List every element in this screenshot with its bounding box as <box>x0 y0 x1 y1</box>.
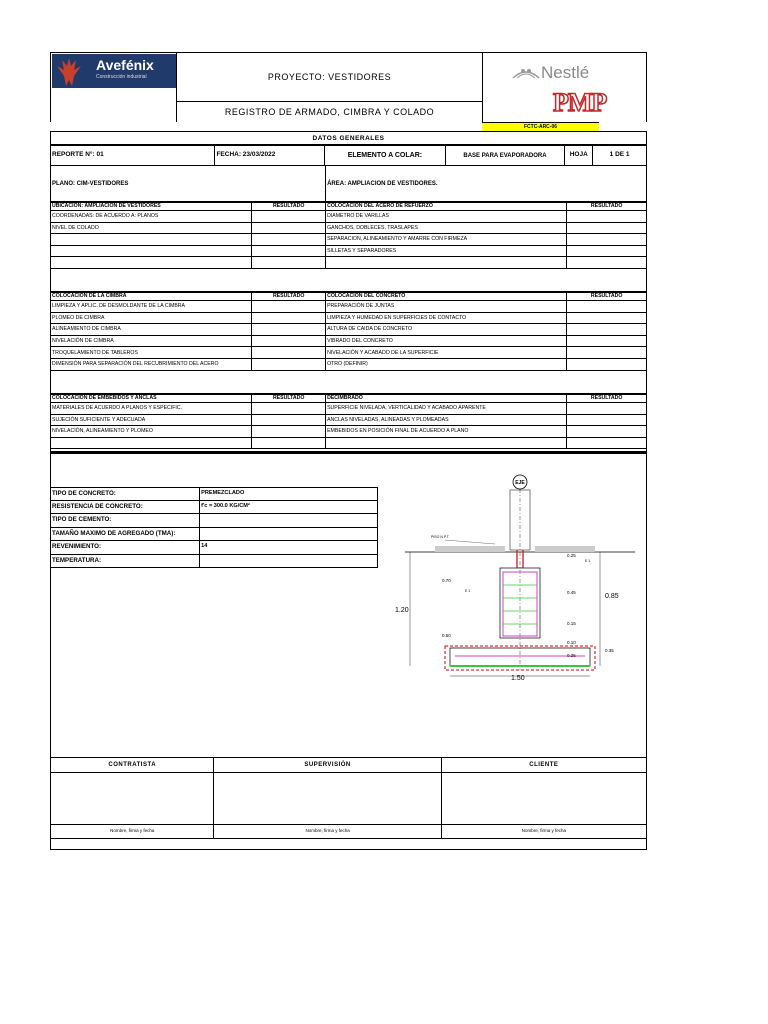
left-section-title: COLOCACIÓN DE EMBEBIDOS Y ANCLAS <box>51 395 252 402</box>
concrete-label: TIPO DE CEMENTO: <box>51 514 200 527</box>
nestle-nest-icon <box>511 62 541 84</box>
signature-hints <box>50 825 647 839</box>
concrete-row <box>50 528 378 542</box>
dim-050: 0.50 <box>442 633 451 638</box>
left-item-label: DIMENSIÓN PARA SEPARACIÓN DEL RECUBRIMIENTO DEL ACERO <box>51 359 252 371</box>
left-item-label: MATERIALES DE ACUERDO A PLANOS Y ESPECIFIC. <box>51 403 252 415</box>
hoja-value: 1 DE 1 <box>609 151 630 159</box>
right-item-label: PREPARACIÓN DE JUNTAS <box>326 301 567 313</box>
right-result-cell[interactable] <box>567 438 646 450</box>
right-item-label: VIBRADO DEL CONCRETO <box>326 336 567 348</box>
left-result-heading: RESULTADO <box>252 293 326 300</box>
left-result-cell[interactable] <box>252 336 326 348</box>
dim-010: 0.10 <box>567 640 576 645</box>
right-result-cell[interactable] <box>567 415 646 427</box>
left-item-label <box>51 246 252 258</box>
project-title: PROYECTO: VESTIDORES <box>177 52 482 102</box>
contratista-sign-hint: Nombre, firma y fecha <box>51 825 214 838</box>
concrete-row <box>50 555 378 569</box>
concrete-label: RESISTENCIA DE CONCRETO: <box>51 501 200 514</box>
footing-drawing <box>395 470 645 685</box>
phoenix-icon <box>54 54 84 88</box>
left-item-label: TROQUELAMIENTO DE TABLEROS <box>51 347 252 359</box>
checklist-row <box>50 223 647 235</box>
right-result-heading: RESULTADO <box>590 293 623 299</box>
right-item-label: GANCHOS, DOBLECES, TRASLAPES <box>326 223 567 235</box>
concrete-label: REVENIMIENTO: <box>51 541 200 554</box>
reporte-number: REPORTE N°: 01 <box>51 146 215 165</box>
right-item-label: LIMPIEZA Y HUMEDAD EN SUPERFICIES DE CONTACTO <box>326 313 567 325</box>
left-item-label: PLOMEO DE CIMBRA <box>51 313 252 325</box>
right-section-title: DECIMBRADO <box>326 395 567 402</box>
left-result-cell[interactable] <box>252 313 326 325</box>
checklist-row <box>50 415 647 427</box>
e1-label-top: E 1 <box>585 559 591 563</box>
left-item-label <box>51 234 252 246</box>
left-result-cell[interactable] <box>252 211 326 223</box>
right-result-heading: RESULTADO <box>590 395 623 401</box>
left-item-label: NIVELACIÓN DE CIMBRA <box>51 336 252 348</box>
left-result-cell[interactable] <box>252 415 326 427</box>
right-result-cell[interactable] <box>567 313 646 325</box>
left-result-heading: RESULTADO <box>252 203 326 210</box>
right-result-cell[interactable] <box>567 211 646 223</box>
left-result-cell[interactable] <box>252 347 326 359</box>
right-result-cell[interactable] <box>567 223 646 235</box>
company-name: Avefénix <box>96 57 154 73</box>
left-result-cell[interactable] <box>252 301 326 313</box>
npt-leader <box>445 540 495 544</box>
right-section-title: COLOCACIÓN DEL CONCRETO <box>326 293 567 300</box>
company-logo-cell <box>50 52 177 122</box>
nestle-logo: Nestlé <box>541 63 590 82</box>
plano-field: PLANO: CIM-VESTIDORES <box>51 166 326 201</box>
contratista-heading: CONTRATISTA <box>51 758 214 772</box>
right-item-label: EMBEBIDOS EN POSICIÓN FINAL DE ACUERDO A PLANO <box>326 426 567 438</box>
section-datos-generales: DATOS GENERALES <box>50 131 647 146</box>
client-logo-cell <box>482 52 647 122</box>
checklist-row <box>50 438 647 450</box>
form-code: FCTC-ARC-06 <box>482 122 599 131</box>
left-result-cell[interactable] <box>252 359 326 371</box>
checklist-row <box>50 336 647 348</box>
concrete-row <box>50 514 378 528</box>
checklist-spacer-row <box>50 371 647 394</box>
concrete-value[interactable] <box>200 528 377 541</box>
right-item-label <box>326 438 567 450</box>
checklist-row <box>50 257 647 269</box>
cliente-sign-hint: Nombre, firma y fecha <box>521 828 566 834</box>
right-item-label <box>326 257 567 269</box>
concrete-value[interactable]: f'c = 300.0 KG/CM² <box>201 502 250 509</box>
concrete-label: TAMAÑO MAXIMO DE AGREGADO (TMA): <box>51 528 200 541</box>
left-result-cell[interactable] <box>252 403 326 415</box>
left-result-cell[interactable] <box>252 426 326 438</box>
left-item-label: ALINEAMIENTO DE CIMBRA <box>51 324 252 336</box>
concrete-row <box>50 501 378 515</box>
left-result-heading: RESULTADO <box>252 395 326 402</box>
left-item-label: COORDENADAS: DE ACUERDO A: PLANOS <box>51 211 252 223</box>
datos-row-1 <box>50 146 647 166</box>
concrete-value[interactable]: 14 <box>201 543 208 550</box>
right-item-label: DIAMETRO DE VARILLAS <box>326 211 567 223</box>
signature-boxes <box>50 773 647 825</box>
right-result-cell[interactable] <box>567 246 646 258</box>
concrete-value[interactable] <box>200 555 377 568</box>
concrete-row <box>50 487 378 501</box>
checklist-row <box>50 359 647 371</box>
dim-150: 1.50 <box>511 675 525 682</box>
dim-025b: 0.25 <box>567 653 576 658</box>
concrete-label: TEMPERATURA: <box>51 555 200 568</box>
checklist-row <box>50 211 647 223</box>
dim-015: 0.15 <box>567 621 576 626</box>
right-result-cell[interactable] <box>567 234 646 246</box>
left-result-cell[interactable] <box>252 246 326 258</box>
ground-hatch-right <box>535 546 595 552</box>
right-item-label: SEPARACION, ALINEAMIENTO Y AMARRE CON FIRMEZA <box>326 234 567 246</box>
checklist-spacer-row <box>50 269 647 292</box>
dim-120: 1.20 <box>395 607 409 614</box>
checklist-row <box>50 347 647 359</box>
concrete-row <box>50 541 378 555</box>
left-item-label <box>51 257 252 269</box>
left-section-title: COLOCACIÓN DE LA CIMBRA <box>51 293 252 300</box>
supervision-heading: SUPERVISIÓN <box>214 758 441 772</box>
footer-blank-row <box>50 839 647 850</box>
right-result-cell[interactable] <box>567 336 646 348</box>
checklist-row <box>50 234 647 246</box>
concrete-label: TIPO DE CONCRETO: <box>51 488 200 500</box>
datos-row-2 <box>50 166 647 202</box>
checklist-row <box>50 403 647 415</box>
right-item-label: ALTURA DE CAIDA DE CONCRETO <box>326 324 567 336</box>
concrete-value[interactable] <box>200 514 377 527</box>
left-item-label <box>51 438 252 450</box>
right-result-cell[interactable] <box>567 324 646 336</box>
cliente-heading: CLIENTE <box>529 762 559 768</box>
left-result-cell[interactable] <box>252 223 326 235</box>
right-result-cell[interactable] <box>567 257 646 269</box>
area-field: ÁREA: AMPLIACION DE VESTIDORES. <box>327 180 438 187</box>
right-result-cell[interactable] <box>567 426 646 438</box>
left-item-label: NIVELACIÓN, ALINEAMIENTO Y PLOMEO <box>51 426 252 438</box>
right-item-label: SILLETAS Y SEPARADORES <box>326 246 567 258</box>
company-logo <box>52 54 176 88</box>
supervision-signature-box[interactable] <box>214 773 441 825</box>
left-section-title: UBICACIÓN: AMPLIACION DE VESTIDORES <box>51 203 252 210</box>
right-item-label: ANCLAS NIVELADAS, ALINEADAS Y PLOMEADAS <box>326 415 567 427</box>
left-result-cell[interactable] <box>252 324 326 336</box>
left-item-label: NIVEL DE COLADO <box>51 223 252 235</box>
checklist-row <box>50 426 647 438</box>
dim-025a: 0.25 <box>567 553 576 558</box>
pmp-logo: PMP <box>553 88 607 117</box>
dim-035: 0.35 <box>605 648 614 653</box>
cliente-signature-box[interactable] <box>442 773 646 825</box>
supervision-sign-hint: Nombre, firma y fecha <box>214 825 441 838</box>
checklist-row <box>50 313 647 325</box>
report-date: FECHA: 23/03/2022 <box>215 146 325 165</box>
eje-label: EJE <box>515 480 525 486</box>
checklist-header-row <box>50 394 647 403</box>
dim-070: 0.70 <box>442 578 451 583</box>
npt-label: PISO N.P.T. <box>431 535 450 539</box>
left-item-label: LIMPIEZA Y APLIC. DE DESMOLDANTE DE LA CIMBRA <box>51 301 252 313</box>
right-section-title: COLOCACIÓN DEL ACERO DE REFUERZO <box>326 203 567 210</box>
right-result-heading: RESULTADO <box>590 203 623 209</box>
elemento-label: ELEMENTO A COLAR: <box>325 146 446 165</box>
report-sheet <box>50 52 647 852</box>
elemento-value: BASE PARA EVAPORADORA <box>446 146 566 165</box>
right-item-label: NIVELACIÓN Y ACABADO DE LA SUPERFICIE <box>326 347 567 359</box>
signature-headers <box>50 757 647 773</box>
left-item-label: SUJECIÓN SUFICIENTE Y ADECUADA <box>51 415 252 427</box>
checklist-header-row <box>50 292 647 301</box>
checklist-row <box>50 246 647 258</box>
right-result-cell[interactable] <box>567 359 646 371</box>
concrete-value[interactable]: PREMEZCLADO <box>201 489 245 496</box>
dim-045: 0.45 <box>567 590 576 595</box>
hoja-label: HOJA <box>565 146 593 165</box>
right-result-cell[interactable] <box>567 347 646 359</box>
register-title: REGISTRO DE ARMADO, CIMBRA Y COLADO <box>224 107 435 117</box>
company-subtitle: Construcción industrial <box>96 74 147 80</box>
right-item-label: SUPERFICIE NIVELADA, VERTICALIDAD Y ACABADO APARENTE <box>326 403 567 415</box>
checklist-row <box>50 301 647 313</box>
e1-label-mid: E 1 <box>465 589 471 593</box>
left-result-cell[interactable] <box>252 234 326 246</box>
checklist-header-row <box>50 202 647 211</box>
checklist-row <box>50 324 647 336</box>
right-result-cell[interactable] <box>567 403 646 415</box>
dim-085: 0.85 <box>605 593 619 600</box>
left-result-cell[interactable] <box>252 438 326 450</box>
contratista-signature-box[interactable] <box>51 773 214 825</box>
right-result-cell[interactable] <box>567 301 646 313</box>
right-item-label: OTRO (DEFINIR) <box>326 359 567 371</box>
ground-hatch-left <box>435 546 505 552</box>
left-result-cell[interactable] <box>252 257 326 269</box>
